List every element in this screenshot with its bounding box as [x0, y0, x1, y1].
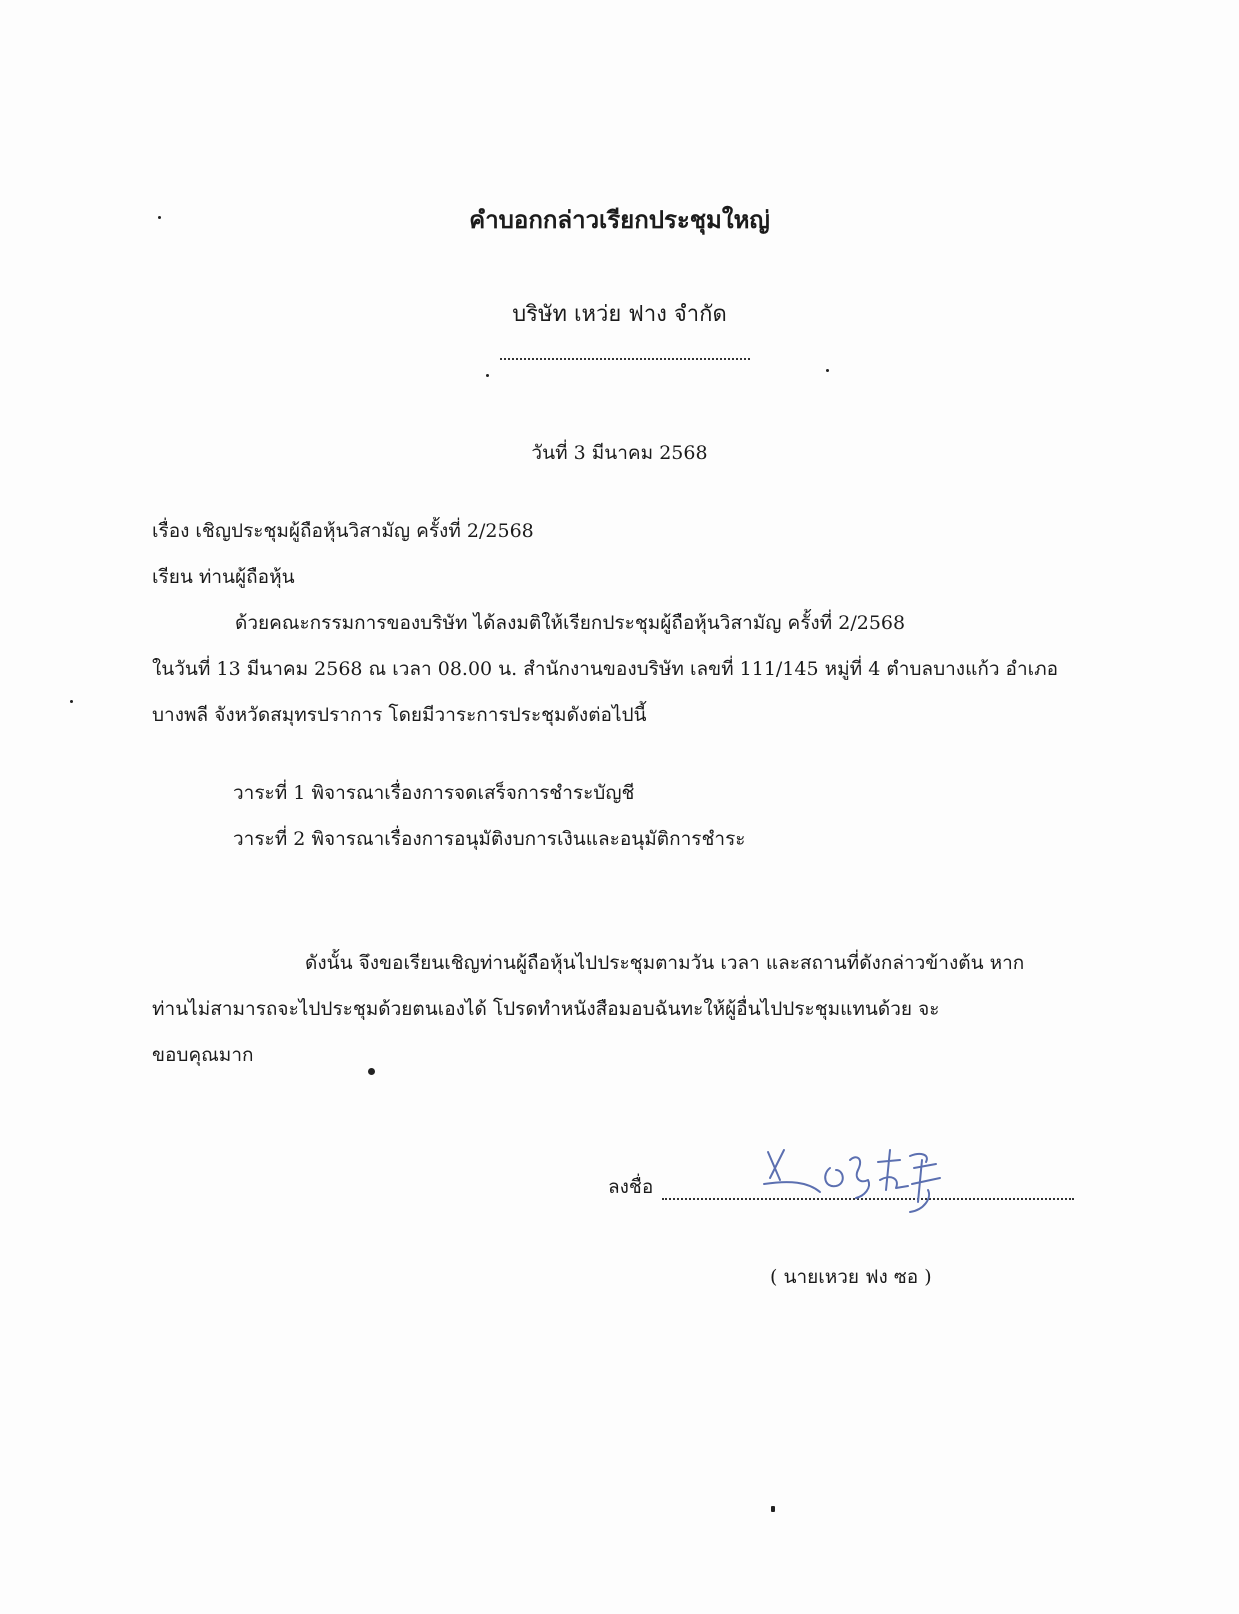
- document-date: วันที่ 3 มีนาคม 2568: [531, 442, 708, 464]
- agenda-item-2: วาระที่ 2 พิจารณาเรื่องการอนุมัติงบการเงินและอนุมัติการชำระ: [233, 828, 746, 850]
- body-paragraph-2-line-2: ท่านไม่สามารถจะไปประชุมด้วยตนเองได้ โปรดทำหนังสือมอบฉันทะให้ผู้อื่นไปประชุมแทนด้วย จะ: [152, 998, 940, 1020]
- ink-speck: [486, 374, 489, 377]
- body-paragraph-1-line-1: ด้วยคณะกรรมการของบริษัท ได้ลงมติให้เรียกประชุมผู้ถือหุ้นวิสามัญ ครั้งที่ 2/2568: [235, 612, 906, 634]
- body-paragraph-2-line-1: ดังนั้น จึงขอเรียนเชิญท่านผู้ถือหุ้นไปประชุมตามวัน เวลา และสถานที่ดังกล่าวข้างต้น หาก: [305, 952, 1025, 974]
- document-title: คำบอกกล่าวเรียกประชุมใหญ่: [469, 205, 770, 234]
- ink-speck: [368, 1068, 375, 1075]
- company-name: บริษัท เหว่ย ฟาง จำกัด: [512, 302, 727, 327]
- body-paragraph-1-line-3: บางพลี จังหวัดสมุทรปราการ โดยมีวาระการประชุมดังต่อไปนี้: [152, 704, 647, 726]
- dotted-line-divider: [500, 350, 750, 360]
- ink-speck: [771, 1506, 775, 1512]
- signature-label: ลงชื่อ: [608, 1176, 654, 1198]
- salutation-line: เรียน ท่านผู้ถือหุ้น: [152, 566, 295, 588]
- subject-line: เรื่อง เชิญประชุมผู้ถือหุ้นวิสามัญ ครั้งที่ 2/2568: [152, 520, 534, 542]
- ink-speck: [70, 700, 73, 703]
- handwritten-signature: [760, 1140, 980, 1220]
- body-paragraph-1-line-2: ในวันที่ 13 มีนาคม 2568 ณ เวลา 08.00 น. สำนักงานของบริษัท เลขที่ 111/145 หมู่ที่ 4 ตำบลบางแก้ว อำเภอ: [152, 658, 1059, 680]
- ink-speck: [158, 216, 161, 219]
- agenda-item-1: วาระที่ 1 พิจารณาเรื่องการจดเสร็จการชำระบัญชี: [233, 782, 635, 804]
- body-paragraph-2-line-3: ขอบคุณมาก: [152, 1044, 254, 1066]
- signer-name: ( นายเหวย ฟง ซอ ): [770, 1266, 932, 1288]
- ink-speck: [826, 369, 829, 372]
